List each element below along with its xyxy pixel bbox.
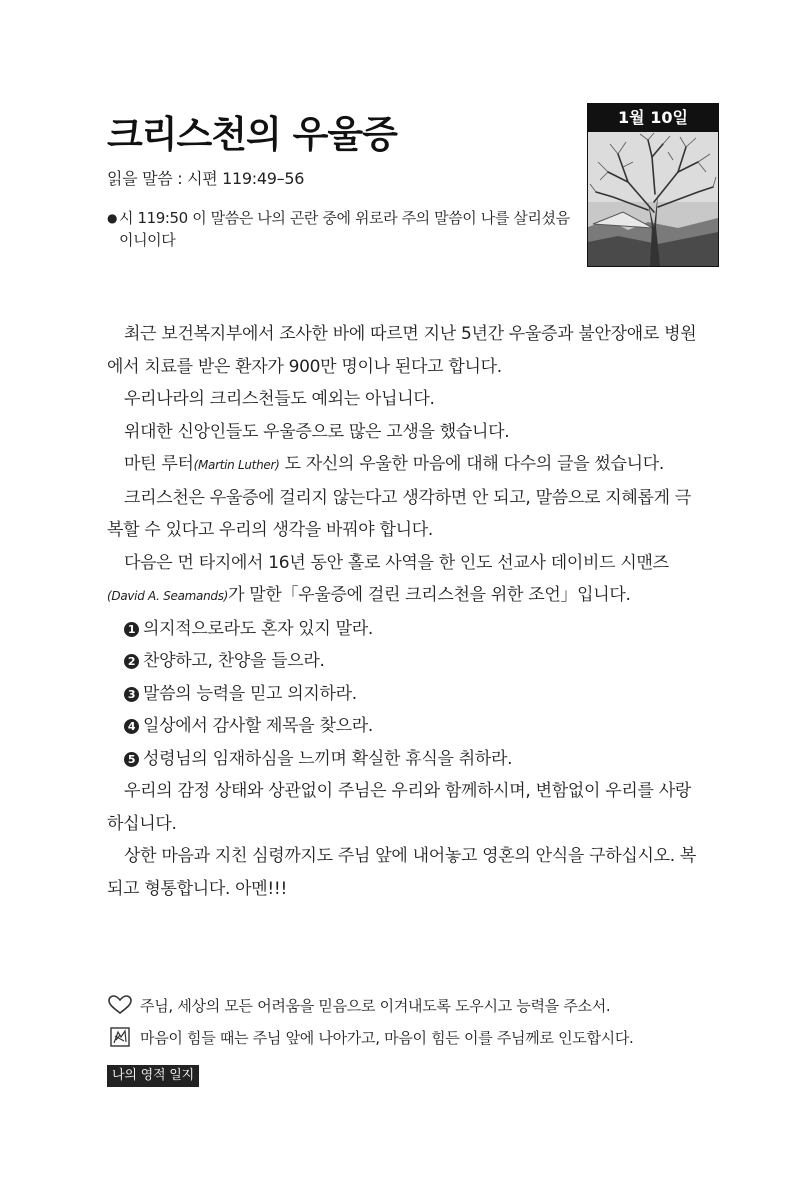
- verse-text: 시 119:50 이 말씀은 나의 곤란 중에 위로라 주의 말씀이 나를 살리셨음이니이다: [119, 209, 570, 249]
- pattern-square-icon: [108, 1027, 132, 1047]
- prayer-section: [108, 989, 634, 1053]
- paragraph: 위대한 신앙인들도 우울증으로 많은 고생을 했습니다.: [124, 421, 510, 442]
- number-badge: 2: [124, 654, 139, 669]
- advice-item: [107, 613, 697, 646]
- advice-item: [107, 743, 697, 776]
- paragraph: 우리의 감정 상태와 상관없이 주님은 우리와 함께하시며, 변함없이 우리를 사랑하십니다.: [107, 781, 691, 834]
- text-run: 마틴 루터: [124, 454, 194, 474]
- prayer-text: 주님, 세상의 모든 어려움을 믿음으로 이겨내도록 도우시고 능력을 주소서.: [140, 996, 611, 1015]
- number-badge: 3: [124, 687, 139, 702]
- devotional-body: [107, 318, 697, 905]
- tree-photo: [588, 132, 718, 266]
- text-run: 다음은 먼 타지에서 16년 동안 홀로 사역을 한 인도 선교사 데이비드 시맨즈: [124, 552, 669, 573]
- paragraph: 최근 보건복지부에서 조사한 바에 따르면 지난 5년간 우울증과 불안장애로 병원에서 치료를 받은 환자가 900만 명이나 된다고 합니다.: [107, 324, 697, 377]
- advice-text: 성령님의 임재하심을 느끼며 확실한 휴식을 취하라.: [143, 748, 513, 769]
- text-run: 도 자신의 우울한 마음에 대해 다수의 글을 썼습니다.: [279, 454, 664, 474]
- journal-label: 나의 영적 일지: [107, 1065, 199, 1087]
- advice-item: [107, 645, 697, 678]
- english-name: (David A. Seamands): [107, 589, 229, 603]
- advice-text: 일상에서 감사할 제목을 찾으라.: [143, 716, 374, 736]
- date-label: 1월 10일: [588, 104, 718, 132]
- advice-text: 찬양하고, 찬양을 들으라.: [143, 651, 325, 671]
- number-badge: 4: [124, 719, 139, 734]
- advice-item: [107, 678, 697, 711]
- advice-text: 의지적으로라도 혼자 있지 말라.: [143, 618, 374, 639]
- number-badge: 5: [124, 752, 139, 767]
- paragraph: 크리스천은 우울증에 걸리지 않는다고 생각하면 안 되고, 말씀으로 지혜롭게 극복할 수 있다고 우리의 생각을 바꿔야 합니다.: [107, 487, 691, 540]
- text-run: 가 말한「우울증에 걸린 크리스천을 위한 조언」입니다.: [228, 585, 631, 605]
- paragraph: [107, 448, 697, 482]
- date-box: [587, 103, 719, 267]
- action-line: [108, 1021, 634, 1053]
- verse-bullet: ●: [107, 211, 118, 225]
- paragraph: 우리나라의 크리스천들도 예외는 아닙니다.: [124, 389, 435, 409]
- key-verse: [107, 207, 577, 251]
- advice-item: [107, 710, 697, 743]
- reading-reference: 읽을 말씀 : 시편 119:49–56: [107, 169, 305, 188]
- advice-text: 말씀의 능력을 믿고 의지하라.: [143, 683, 357, 704]
- page-title: 크리스천의 우울증: [107, 113, 397, 156]
- number-badge: 1: [124, 622, 139, 637]
- action-text: 마음이 힘들 때는 주님 앞에 나아가고, 마음이 힘든 이를 주님께로 인도합시다.: [140, 1028, 634, 1047]
- paragraph: 상한 마음과 지친 심령까지도 주님 앞에 내어놓고 영혼의 안식을 구하십시오. 복되고 형통합니다. 아멘!!!: [107, 846, 697, 899]
- english-name: (Martin Luther): [193, 458, 280, 472]
- paragraph: [107, 547, 697, 613]
- prayer-line: [108, 989, 634, 1021]
- heart-outline-icon: [108, 995, 132, 1015]
